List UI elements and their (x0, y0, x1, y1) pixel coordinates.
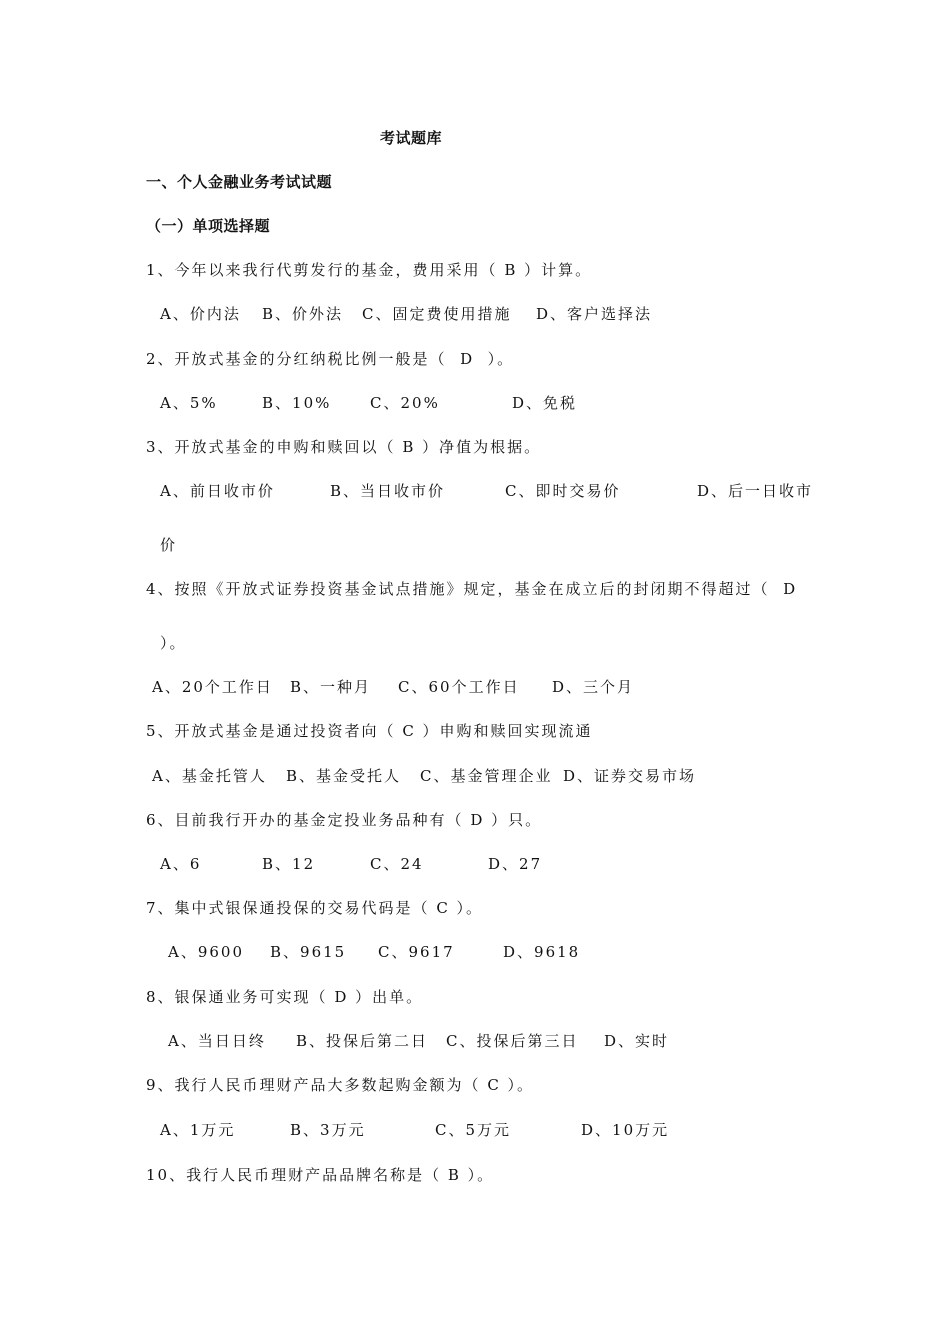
q1-option-d: D、客户选择法 (536, 305, 653, 323)
q4-option-c: C、60个工作日 (398, 678, 520, 696)
question-10: 10、我行人民币理财产品品牌名称是（ B ）。 (146, 1166, 495, 1184)
question-5: 5、开放式基金是通过投资者向（ C ）申购和赎回实现流通 (146, 722, 593, 740)
q6-option-c: C、24 (370, 855, 424, 873)
question-8: 8、银保通业务可实现（ D ）出单。 (146, 988, 424, 1006)
q1-option-a: A、价内法 (160, 305, 241, 323)
q4-option-a: A、20个工作日 (152, 678, 273, 696)
q8-option-b: B、投保后第二日 (296, 1032, 429, 1050)
question-4: 4、按照《开放式证券投资基金试点措施》规定，基金在成立后的封闭期不得超过（ D (146, 580, 798, 598)
q9-option-b: B、3万元 (290, 1121, 366, 1139)
q1-option-c: C、固定费使用措施 (362, 305, 512, 323)
q1-option-b: B、价外法 (262, 305, 344, 323)
q6-option-b: B、12 (262, 855, 316, 873)
q3-option-d-continuation: 价 (160, 536, 178, 554)
question-4-continuation: ）。 (160, 634, 187, 652)
q3-option-a: A、前日收市价 (160, 482, 275, 500)
question-2: 2、开放式基金的分红纳税比例一般是（ D ）。 (146, 350, 515, 368)
q4-option-d: D、三个月 (552, 678, 635, 696)
subsection-heading: （一）单项选择题 (146, 217, 271, 235)
q2-option-c: C、20% (370, 394, 440, 412)
q6-option-a: A、6 (160, 855, 202, 873)
q2-option-a: A、5% (160, 394, 218, 412)
q9-option-d: D、10万元 (581, 1121, 670, 1139)
page-title: 考试题库 (380, 129, 443, 147)
q6-option-d: D、27 (488, 855, 543, 873)
q7-option-d: D、9618 (503, 943, 581, 961)
q2-option-d: D、免税 (512, 394, 578, 412)
q5-option-a: A、基金托管人 (152, 767, 267, 785)
q5-option-c: C、基金管理企业 (420, 767, 553, 785)
q3-option-b: B、当日收市价 (330, 482, 446, 500)
q7-option-c: C、9617 (378, 943, 455, 961)
q4-option-b: B、一种月 (290, 678, 372, 696)
question-7: 7、集中式银保通投保的交易代码是（ C ）。 (146, 899, 484, 917)
q7-option-a: A、9600 (168, 943, 245, 961)
q5-option-b: B、基金受托人 (286, 767, 402, 785)
question-6: 6、目前我行开办的基金定投业务品种有（ D ）只。 (146, 811, 543, 829)
q3-option-c: C、即时交易价 (505, 482, 621, 500)
q8-option-a: A、当日日终 (168, 1032, 266, 1050)
question-3: 3、开放式基金的申购和赎回以（ B ）净值为根据。 (146, 438, 542, 456)
q2-option-b: B、10% (262, 394, 332, 412)
question-9: 9、我行人民币理财产品大多数起购金额为（ C ）。 (146, 1076, 535, 1094)
q5-option-d: D、证券交易市场 (563, 767, 697, 785)
question-1: 1、今年以来我行代剪发行的基金，费用采用（ B ）计算。 (146, 261, 593, 279)
q7-option-b: B、9615 (270, 943, 347, 961)
q8-option-c: C、投保后第三日 (446, 1032, 579, 1050)
q9-option-a: A、1万元 (160, 1121, 236, 1139)
q8-option-d: D、实时 (604, 1032, 670, 1050)
q9-option-c: C、5万元 (435, 1121, 512, 1139)
section-heading: 一、个人金融业务考试试题 (146, 173, 333, 191)
q3-option-d: D、后一日收市 (697, 482, 814, 500)
